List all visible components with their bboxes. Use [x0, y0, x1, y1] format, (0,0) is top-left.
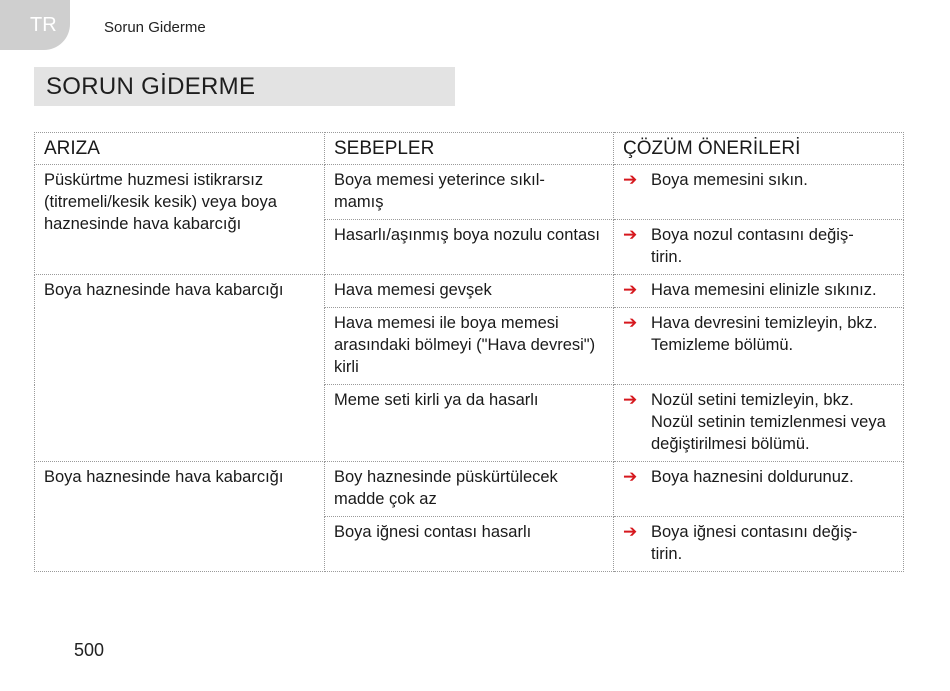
cause-cell: Hava memesi gevşek: [325, 275, 614, 308]
solution-text: Hava memesini elinizle sıkınız.: [651, 281, 877, 299]
cause-cell: Boya iğnesi contası hasarlı: [325, 517, 614, 572]
solution-cell: [614, 275, 904, 308]
column-header-solution: ÇÖZÜM ÖNERİLERİ: [614, 133, 904, 165]
column-header-fault: ARIZA: [35, 133, 325, 165]
page-number: 500: [74, 640, 105, 660]
cause-cell: Boya memesi yeterince sıkıl- mamış: [325, 165, 614, 220]
solution-text: Boya haznesini doldurunuz.: [651, 468, 854, 486]
solution-cell: [614, 220, 904, 275]
header-title: Sorun Giderme: [104, 19, 206, 36]
solution-text: Boya iğnesi contasını değiş- tirin.: [651, 523, 858, 563]
solution-cell: [614, 165, 904, 220]
section-title: SORUN GİDERME: [34, 67, 455, 106]
cause-cell: Hasarlı/aşınmış boya nozulu contası: [325, 220, 614, 275]
arrow-right-icon: ➔: [623, 225, 638, 244]
table-row: [35, 165, 904, 220]
arrow-right-icon: ➔: [623, 522, 638, 541]
solution-cell: [614, 385, 904, 462]
column-header-cause: SEBEPLER: [325, 133, 614, 165]
solution-text: Hava devresini temizleyin, bkz. Temizleme bölümü.: [651, 314, 878, 354]
fault-cell: Boya haznesinde hava kabarcığı: [35, 275, 325, 462]
table-header-row: [35, 133, 904, 165]
solution-cell: [614, 462, 904, 517]
cause-cell: Hava memesi ile boya memesi arasındaki bölmeyi ("Hava devresi") kirli: [325, 308, 614, 385]
arrow-right-icon: ➔: [623, 313, 638, 332]
language-tab: TR: [0, 0, 70, 50]
cause-cell: Meme seti kirli ya da hasarlı: [325, 385, 614, 462]
table-row: [35, 275, 904, 308]
arrow-right-icon: ➔: [623, 467, 638, 486]
arrow-right-icon: ➔: [623, 390, 638, 409]
fault-cell: Püskürtme huzmesi istikrarsız (titremeli/kesik kesik) veya boya haznesinde hava kabarcığı: [35, 165, 325, 275]
arrow-right-icon: ➔: [623, 280, 638, 299]
troubleshooting-table: [34, 132, 904, 572]
solution-text: Boya memesini sıkın.: [651, 171, 808, 189]
solution-text: Nozül setini temizleyin, bkz. Nozül setinin temizlenmesi veya değiştirilmesi bölümü.: [651, 391, 886, 453]
solution-cell: [614, 308, 904, 385]
solution-text: Boya nozul contasını değiş- tirin.: [651, 226, 854, 266]
cause-cell: Boy haznesinde püskürtülecek madde çok az: [325, 462, 614, 517]
table-row: [35, 462, 904, 517]
solution-cell: [614, 517, 904, 572]
fault-cell: Boya haznesinde hava kabarcığı: [35, 462, 325, 572]
arrow-right-icon: ➔: [623, 170, 638, 189]
